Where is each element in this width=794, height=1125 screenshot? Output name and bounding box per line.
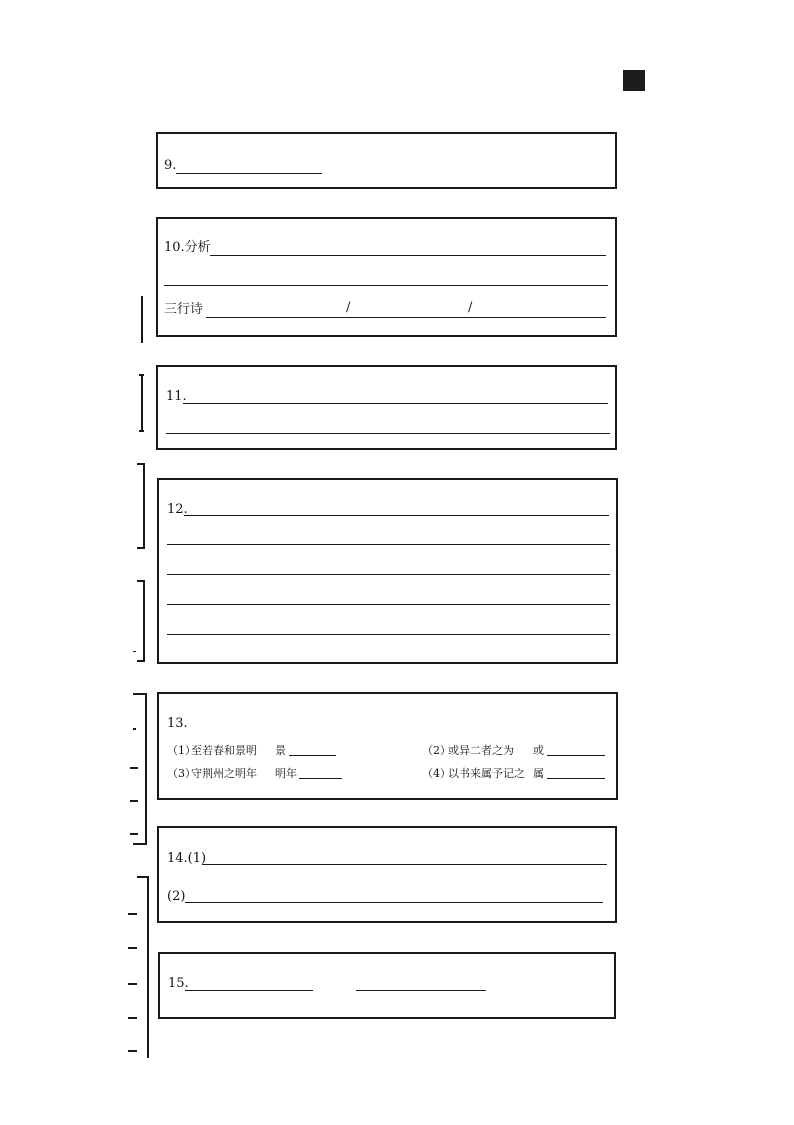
answer-box-q11 — [156, 365, 617, 450]
q13-item-2-text: 或异二者之为 — [448, 744, 514, 757]
answer-line[interactable] — [547, 755, 605, 756]
corner-registration-mark — [623, 70, 645, 91]
q10-slash-2: / — [468, 300, 473, 315]
q12-label: 12. — [167, 502, 188, 517]
answer-line[interactable] — [185, 990, 313, 991]
answer-line[interactable] — [289, 755, 336, 756]
q13-item-3-text: 守荆州之明年 — [191, 767, 257, 780]
answer-line[interactable] — [210, 255, 606, 256]
answer-box-q15 — [158, 952, 616, 1019]
answer-line[interactable] — [547, 778, 605, 779]
q9-label: 9. — [164, 158, 177, 173]
answer-line[interactable] — [356, 990, 486, 991]
q14-label-2: (2) — [167, 889, 186, 904]
answer-line[interactable] — [167, 604, 610, 605]
q11-label: 11. — [166, 389, 187, 404]
q15-label: 15. — [168, 976, 189, 991]
answer-line[interactable] — [202, 864, 607, 865]
q10-slash-1: / — [346, 300, 351, 315]
answer-box-q12 — [157, 478, 618, 664]
answer-line[interactable] — [185, 902, 603, 903]
answer-line[interactable] — [184, 515, 609, 516]
answer-line[interactable] — [299, 778, 342, 779]
q13-label: 13. — [167, 716, 188, 731]
q10-label: 10.分析 — [164, 240, 211, 255]
q13-item-4-text: 以书来属予记之 — [448, 767, 525, 780]
answer-line[interactable] — [166, 433, 610, 434]
q13-item-3-prefix: 明年 — [275, 767, 297, 780]
answer-line[interactable] — [206, 317, 606, 318]
q13-item-3-num: （3） — [167, 767, 196, 780]
answer-line[interactable] — [167, 544, 610, 545]
q14-label-1: 14.(1) — [167, 851, 207, 866]
answer-box-q9 — [156, 132, 617, 189]
q13-item-1-text: 至若春和景明 — [191, 744, 257, 757]
q10-sub-label: 三行诗 — [164, 302, 204, 317]
answer-box-q14 — [157, 826, 617, 923]
q13-item-2-prefix: 或 — [533, 744, 544, 757]
answer-box-q10 — [156, 217, 617, 337]
q13-item-1-num: （1） — [167, 744, 196, 757]
answer-line[interactable] — [164, 285, 608, 286]
q13-item-1-prefix: 景 — [275, 744, 286, 757]
answer-line[interactable] — [167, 634, 610, 635]
answer-line[interactable] — [167, 574, 610, 575]
q13-item-4-prefix: 属 — [533, 767, 544, 780]
q13-item-4-num: （4） — [422, 767, 451, 780]
answer-box-q13 — [157, 692, 618, 800]
answer-line[interactable] — [183, 403, 608, 404]
q13-item-2-num: （2） — [422, 744, 451, 757]
answer-line[interactable] — [176, 173, 322, 174]
